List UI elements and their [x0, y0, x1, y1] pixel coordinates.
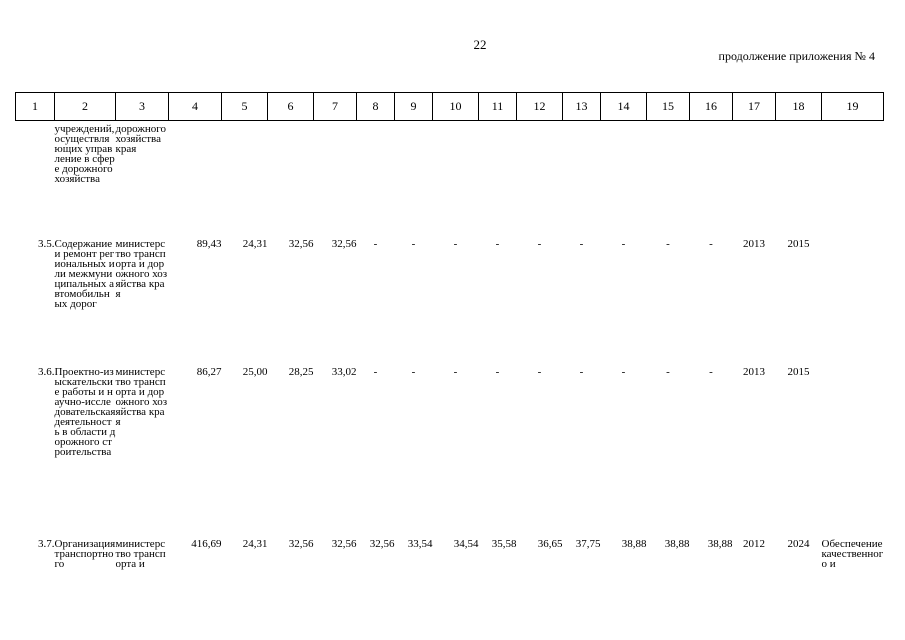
- row-value: -: [709, 365, 713, 378]
- row-number: 3.6.: [38, 365, 55, 378]
- row-end-year: 2024: [787, 537, 810, 550]
- header-col-17: 17: [733, 93, 776, 121]
- table-row: [16, 231, 884, 367]
- row-value: -: [373, 365, 378, 378]
- row-value: 86,27: [196, 365, 222, 378]
- header-col-7: 7: [314, 93, 357, 121]
- row-value: 32,56: [331, 237, 357, 250]
- page-number: 22: [473, 37, 487, 52]
- row-value: -: [579, 365, 584, 378]
- row-value: 32,56: [288, 237, 314, 250]
- row-value: -: [453, 237, 458, 250]
- header-col-9: 9: [395, 93, 433, 121]
- row-value: 33,54: [407, 537, 433, 550]
- row-name: Организация транспортного: [54, 537, 116, 570]
- row-start-year: 2012: [743, 537, 765, 550]
- header-col-18: 18: [776, 93, 822, 121]
- row-result: Обеспечение качественного и: [821, 537, 884, 570]
- row-value: -: [373, 237, 378, 250]
- header-col-5: 5: [222, 93, 268, 121]
- header-col-15: 15: [647, 93, 690, 121]
- row-value: -: [666, 237, 670, 250]
- row-value: 28,25: [288, 365, 314, 378]
- header-col-4: 4: [169, 93, 222, 121]
- table-row: [16, 367, 884, 539]
- table-row-fragment: [16, 121, 884, 231]
- table-row: [16, 539, 884, 589]
- header-col-8: 8: [357, 93, 395, 121]
- row-value: -: [666, 365, 670, 378]
- row-value: -: [495, 365, 500, 378]
- header-col-6: 6: [268, 93, 314, 121]
- row-value: -: [621, 365, 626, 378]
- row-value: 32,56: [369, 537, 395, 550]
- row-value: 32,56: [288, 537, 314, 550]
- row-value: -: [621, 237, 626, 250]
- fragment-executor-cell: дорожного хозяйства края: [115, 123, 167, 155]
- header-col-19: 19: [822, 93, 884, 121]
- row-start-year: 2013: [743, 237, 765, 250]
- row-value: 24,31: [242, 237, 268, 250]
- row-value: 38,88: [664, 537, 690, 550]
- header-row: [16, 93, 884, 121]
- header-col-16: 16: [690, 93, 733, 121]
- row-value: -: [495, 237, 500, 250]
- row-value: 38,88: [707, 537, 733, 550]
- row-end-year: 2015: [787, 365, 810, 378]
- row-value: -: [537, 237, 542, 250]
- header-col-2: 2: [55, 93, 116, 121]
- row-name: Содержание и ремонт региональных или межмуниципальных автомобильных дорог: [54, 237, 115, 310]
- row-value: 89,43: [196, 237, 222, 250]
- row-value: 24,31: [242, 537, 268, 550]
- header-col-3: 3: [116, 93, 169, 121]
- header-col-10: 10: [433, 93, 479, 121]
- row-start-year: 2013: [743, 365, 765, 378]
- row-value: 38,88: [621, 537, 647, 550]
- row-value: -: [411, 237, 416, 250]
- row-number: 3.5.: [38, 237, 55, 250]
- row-result: [822, 231, 884, 367]
- row-end-year: 2015: [787, 237, 810, 250]
- header-col-1: 1: [16, 93, 55, 121]
- header-col-13: 13: [563, 93, 601, 121]
- row-value: -: [411, 365, 416, 378]
- row-value: 34,54: [453, 537, 479, 550]
- row-value: -: [579, 237, 584, 250]
- row-executor: министерство транспорта и дорожного хозяйства края: [115, 365, 168, 428]
- header-col-14: 14: [601, 93, 647, 121]
- row-executor: министерство транспорта и дорожного хозяйства края: [115, 237, 168, 300]
- row-executor: министерство транспорта и: [115, 537, 166, 570]
- row-value: -: [537, 365, 542, 378]
- continuation-label: продолжение приложения № 4: [718, 49, 875, 63]
- program-table: [15, 92, 884, 589]
- row-value: 25,00: [242, 365, 268, 378]
- row-value: 37,75: [575, 537, 601, 550]
- row-number: 3.7.: [38, 537, 55, 550]
- row-value: 32,56: [331, 537, 357, 550]
- row-value: 36,65: [537, 537, 563, 550]
- row-value: 33,02: [331, 365, 357, 378]
- row-value: 416,69: [191, 537, 222, 550]
- header-col-11: 11: [479, 93, 517, 121]
- header-col-12: 12: [517, 93, 563, 121]
- row-value: -: [709, 237, 713, 250]
- fragment-name-cell: учреждений, осуществляющих управление в сфере дорожного хозяйства: [54, 123, 115, 185]
- row-value: 35,58: [491, 537, 517, 550]
- row-value: -: [453, 365, 458, 378]
- row-result: [822, 367, 884, 539]
- row-name: Проектно-изыскательские работы и научно-исследовательская деятельность в области дорожного строительства: [54, 365, 116, 458]
